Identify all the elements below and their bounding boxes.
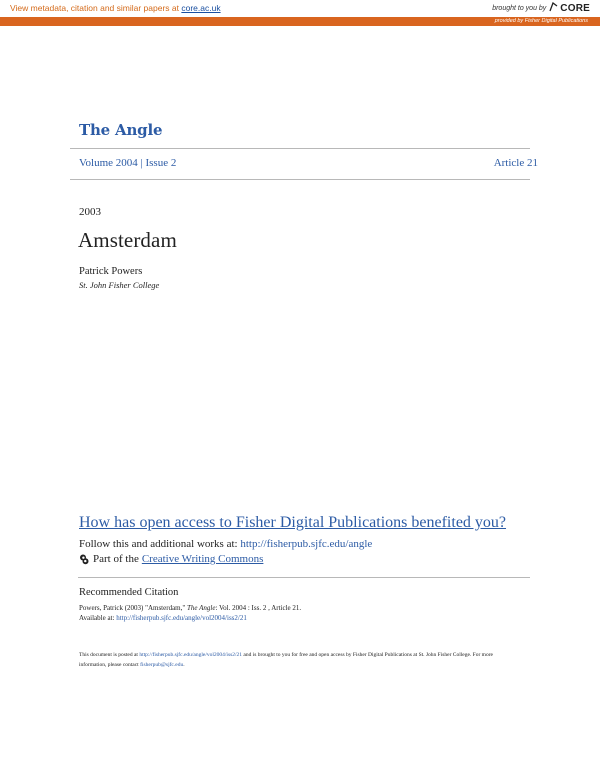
brought-to-you [492,2,590,14]
author-name: Patrick Powers [79,266,143,277]
divider [70,148,530,149]
journal-title[interactable]: The Angle [79,121,163,139]
citation-block [79,603,301,623]
footer-note [79,651,519,670]
core-url-link[interactable]: core.ac.uk [181,3,221,13]
volume-link[interactable]: Volume 2004 [79,157,138,169]
footer-part3: . [183,661,185,668]
core-logo-text: CORE [560,2,590,14]
volume-issue-separator: | [137,157,146,169]
creative-writing-commons-link[interactable]: Creative Writing Commons [141,553,264,565]
part-of-text: Part of the [93,553,139,565]
bepress-logo-icon [79,554,90,565]
follow-works-line [79,538,372,550]
follow-text: Follow this and additional works at: [79,538,241,550]
citation-available [79,613,301,623]
contact-email-link[interactable]: fisherpub@sjfc.edu [140,661,184,668]
provided-by-text[interactable]: provided by Fisher Digital Publications [494,18,588,24]
view-metadata-text: View metadata, citation and similar papers at [10,3,182,13]
divider [78,577,530,578]
author-affiliation: St. John Fisher College [79,280,160,290]
view-metadata-link[interactable] [10,3,221,13]
follow-url-link[interactable]: http://fisherpub.sjfc.edu/angle [240,538,373,550]
footer-part2: and is brought to you for free and open access by Fisher Digital Publications at St. John Fisher College. For more information, please contact [79,652,493,668]
article-title: Amsterdam [78,228,177,252]
brought-text: brought to you by [492,4,547,12]
article-number-link[interactable]: Article 21 [493,157,538,169]
citation-journal: The Angle [186,604,216,612]
citation-text [79,603,301,613]
available-text: Available at: [79,614,117,622]
provided-by-strip [0,17,600,26]
citation-prefix: Powers, Patrick (2003) "Amsterdam," [79,604,187,612]
part-of-line [79,553,263,565]
volume-issue-line [79,157,176,169]
recommended-citation-heading: Recommended Citation [79,587,179,598]
issue-link[interactable]: Issue 2 [145,157,177,169]
available-url-link[interactable]: http://fisherpub.sjfc.edu/angle/vol2004/iss2/21 [116,614,247,622]
footer-url-link[interactable]: http://fisherpub.sjfc.edu/angle/vol2004/iss2/21 [139,652,242,658]
publication-year: 2003 [79,206,101,218]
divider [70,179,530,180]
footer-part1: This document is posted at [79,652,140,658]
open-access-feedback-link[interactable]: How has open access to Fisher Digital Publications benefited you? [79,514,507,531]
core-logo-icon [549,2,558,14]
citation-suffix: : Vol. 2004 : Iss. 2 , Article 21. [215,604,302,612]
core-logo[interactable] [549,2,590,14]
